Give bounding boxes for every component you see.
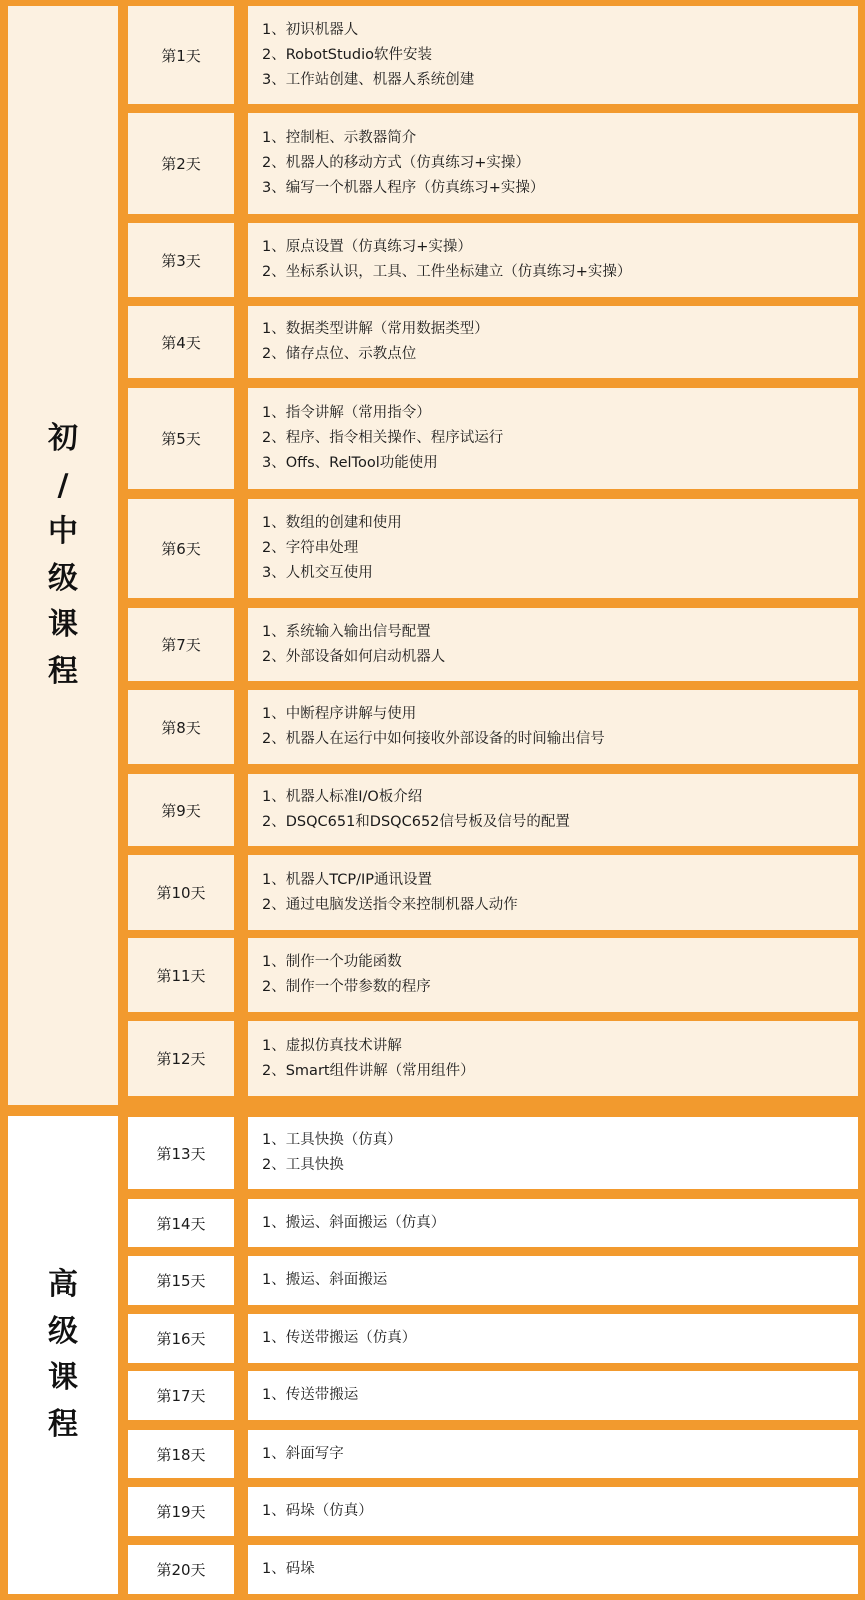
section-label-char: 级 <box>48 1313 78 1349</box>
day-content <box>248 223 858 297</box>
day-row <box>128 1256 858 1305</box>
day-content <box>248 1430 858 1478</box>
day-label: 第1天 <box>128 6 234 104</box>
day-row <box>128 1371 858 1420</box>
content-item: 2、DSQC651和DSQC652信号板及信号的配置 <box>262 814 570 830</box>
day-row <box>128 388 858 489</box>
day-row <box>128 306 858 378</box>
content-item: 1、指令讲解（常用指令） <box>262 405 431 421</box>
day-label: 第13天 <box>128 1117 234 1189</box>
section-label-advanced <box>8 1116 118 1594</box>
content-item: 1、传送带搬运（仿真） <box>262 1330 417 1346</box>
content-item: 1、机器人标准I/O板介绍 <box>262 789 423 805</box>
day-label: 第15天 <box>128 1256 234 1305</box>
day-content <box>248 6 858 104</box>
day-label: 第14天 <box>128 1199 234 1247</box>
content-item: 1、虚拟仿真技术讲解 <box>262 1037 402 1054</box>
day-label: 第11天 <box>128 938 234 1012</box>
day-label: 第18天 <box>128 1430 234 1478</box>
content-item: 2、外部设备如何启动机器人 <box>262 648 446 665</box>
content-item: 1、初识机器人 <box>262 21 359 38</box>
content-item: 1、码垛（仿真） <box>262 1503 373 1519</box>
day-label: 第9天 <box>128 774 234 846</box>
day-content <box>248 1371 858 1420</box>
day-content <box>248 113 858 214</box>
content-item: 1、制作一个功能函数 <box>262 954 402 970</box>
day-row <box>128 1314 858 1363</box>
day-content <box>248 499 858 598</box>
section-label-char: 程 <box>48 653 78 689</box>
section-label-char: 初 <box>48 421 78 456</box>
day-content <box>248 608 858 681</box>
day-row <box>128 1487 858 1536</box>
content-item: 2、通过电脑发送指令来控制机器人动作 <box>262 896 518 913</box>
content-item: 1、码垛 <box>262 1561 315 1577</box>
day-label: 第17天 <box>128 1371 234 1420</box>
day-label: 第6天 <box>128 499 234 598</box>
day-content <box>248 690 858 764</box>
section-label-char: 高 <box>48 1267 78 1302</box>
day-label: 第20天 <box>128 1545 234 1594</box>
content-item: 1、工具快换（仿真） <box>262 1132 402 1148</box>
section-label-char: 程 <box>48 1406 78 1442</box>
content-item: 2、机器人在运行中如何接收外部设备的时间输出信号 <box>262 731 605 747</box>
day-content <box>248 306 858 378</box>
section-label-beginner <box>8 6 118 1105</box>
day-content <box>248 1314 858 1363</box>
content-item: 3、人机交互使用 <box>262 565 373 581</box>
day-label: 第2天 <box>128 113 234 214</box>
day-row <box>128 690 858 764</box>
day-row <box>128 855 858 930</box>
day-row <box>128 1117 858 1189</box>
day-label: 第3天 <box>128 223 234 297</box>
day-label: 第10天 <box>128 855 234 930</box>
day-content <box>248 388 858 489</box>
section-label-char: 课 <box>48 607 78 642</box>
day-label: 第4天 <box>128 306 234 378</box>
section-label-char: / <box>57 467 69 503</box>
section-label-char: 级 <box>48 560 78 596</box>
content-item: 3、工作站创建、机器人系统创建 <box>262 71 475 88</box>
content-item: 2、Smart组件讲解（常用组件） <box>262 1062 475 1079</box>
content-item: 3、Offs、RelTool功能使用 <box>262 455 438 471</box>
day-content <box>248 938 858 1012</box>
content-item: 2、RobotStudio软件安装 <box>262 46 432 63</box>
day-row <box>128 6 858 104</box>
content-item: 2、字符串处理 <box>262 540 359 556</box>
day-row <box>128 113 858 214</box>
section-label-char: 课 <box>48 1360 78 1395</box>
content-item: 1、传送带搬运 <box>262 1387 359 1403</box>
day-row <box>128 1021 858 1096</box>
content-item: 1、机器人TCP/IP通讯设置 <box>262 871 433 888</box>
day-row <box>128 1199 858 1247</box>
day-row <box>128 499 858 598</box>
section-label-char: 中 <box>48 514 78 549</box>
content-item: 2、储存点位、示教点位 <box>262 346 417 362</box>
day-row <box>128 608 858 681</box>
content-item: 2、程序、指令相关操作、程序试运行 <box>262 430 504 446</box>
content-item: 1、中断程序讲解与使用 <box>262 706 417 722</box>
day-content <box>248 1117 858 1189</box>
day-row <box>128 938 858 1012</box>
content-item: 2、坐标系认识，工具、工件坐标建立（仿真练习+实操） <box>262 264 632 280</box>
content-item: 1、搬运、斜面搬运 <box>262 1272 388 1288</box>
content-item: 1、系统输入输出信号配置 <box>262 623 431 640</box>
content-item: 1、数据类型讲解（常用数据类型） <box>262 321 489 337</box>
content-item: 2、制作一个带参数的程序 <box>262 979 431 995</box>
day-content <box>248 1545 858 1594</box>
day-label: 第5天 <box>128 388 234 489</box>
day-content <box>248 1487 858 1536</box>
content-item: 2、机器人的移动方式（仿真练习+实操） <box>262 155 530 171</box>
day-content <box>248 1199 858 1247</box>
day-row <box>128 1545 858 1594</box>
day-content <box>248 1021 858 1096</box>
content-item: 1、数组的创建和使用 <box>262 515 402 531</box>
content-item: 1、控制柜、示教器简介 <box>262 130 417 146</box>
day-row <box>128 223 858 297</box>
content-item: 3、编写一个机器人程序（仿真练习+实操） <box>262 180 545 196</box>
day-label: 第16天 <box>128 1314 234 1363</box>
content-item: 1、搬运、斜面搬运（仿真） <box>262 1214 446 1231</box>
day-content <box>248 774 858 846</box>
day-label: 第8天 <box>128 690 234 764</box>
day-label: 第19天 <box>128 1487 234 1536</box>
day-content <box>248 855 858 930</box>
day-row <box>128 1430 858 1478</box>
content-item: 1、原点设置（仿真练习+实操） <box>262 239 472 255</box>
day-row <box>128 774 858 846</box>
content-item: 1、斜面写字 <box>262 1445 344 1462</box>
content-item: 2、工具快换 <box>262 1157 344 1173</box>
day-label: 第7天 <box>128 608 234 681</box>
day-content <box>248 1256 858 1305</box>
day-label: 第12天 <box>128 1021 234 1096</box>
